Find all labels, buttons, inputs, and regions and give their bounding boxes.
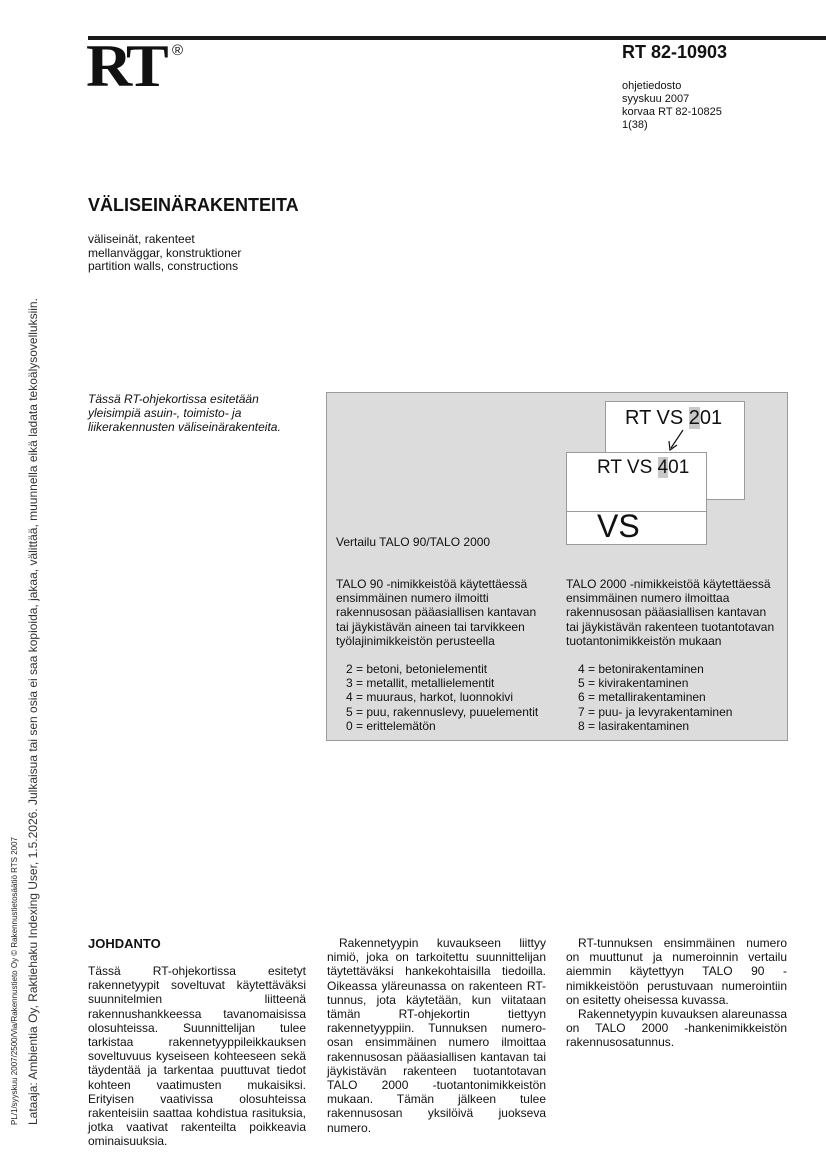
talo2000-description: TALO 2000 -nimikkeistöä käytettäessä ensimmäinen numero ilmoittaa rakennusosan pääasiallisen kantavan tai jäykistävän rakenteen tuotantotavan tuotantonimikkeistön mukaan [566,577,775,648]
list-item: 5 = kivirakentaminen [578,676,689,691]
comparison-caption: Vertailu TALO 90/TALO 2000 [336,535,491,549]
keyword-sv: mellanväggar, konstruktioner [88,245,242,260]
code-prefix: RT VS [597,457,658,478]
rt-logo: RT [86,31,165,100]
list-item: 3 = metallit, metallielementit [346,676,495,691]
vs-label: VS [597,508,640,544]
list-item: 6 = metallirakentaminen [578,690,706,705]
paragraph: Tässä RT-ohjekortissa esitetyt rakennetyypit soveltuvat käytettäväksi suunnitelmien liitteenä rakennushankkeessa tavanomaisissa olosuhteissa. Suunnittelijan tulee tarkistaa rakennetyyppileikkauksen soveltuvuus kyseiseen kohteeseen sekä täydentää ja tarkentaa puuttuvat tiedot kohteen vaatimusten mukaisiksi. Erityisen vaativissa olosuhteissa rakenteisiin saattaa kohdistua rasituksia, jotka vaativat rakenteilta poikkeavia ominaisuuksia. [88,964,306,1149]
document-number: RT 82-10903 [622,42,728,62]
paragraph: Rakennetyypin kuvauksen alareunassa on TALO 2000 -hankenimikkeistön rakennusosatunnus. [566,1007,787,1050]
side-print-info: PL/1/syyskuu 2007/2500/Via/Rakennustieto Oy © Rakennustietosäätiö RTS 2007 [10,837,19,1125]
document-meta [622,80,722,132]
rt-code-201 [625,407,722,430]
meta-pages: 1(38) [622,119,648,131]
registered-mark: ® [172,42,184,59]
list-item: 5 = puu, rakennuslevy, puuelementit [346,704,539,719]
paragraph: RT-tunnuksen ensimmäinen numero on muuttunut ja numeroinnin vertailu aiemmin käytettyyn TALO 90 -nimikkeistöön perustuvaan numerointiin on esitetty oheisessa kuvassa. [566,936,787,1007]
list-item: 8 = lasirakentaminen [578,718,690,733]
section-heading: JOHDANTO [88,936,161,951]
talo2000-list [578,662,732,733]
list-item: 2 = betoni, betonielementit [346,662,488,676]
paragraph: Rakennetyypin kuvaukseen liittyy nimiö, joka on tarkoitettu suunnittelijan täytettäväksi hankekohtaisilla tiedoilla. Oikeassa yläreunassa on rakenteen RT-tunnus, jota käytetään, kun viitataan tämän RT-ohjekortin tiettyyn rakennetyyppiin. Tunnuksen numero-osan ensimmäinen numero ilmoittaa rakennusosan pääasiallisen kantavan tai jäykistävän rakenteen tuotantotavan TALO 2000 -tuotantonimikkeistön mukaan. Tämän jälkeen tulee rakennusosan yksilöivä juokseva numero. [327,936,546,1135]
code-suffix: 01 [699,407,723,429]
code-prefix: RT VS [625,407,689,429]
code-suffix: 01 [668,457,690,478]
list-item: 4 = muuraus, harkot, luonnokivi [346,690,514,705]
keyword-en: partition walls, constructions [88,259,239,273]
rt-code-401 [597,457,689,479]
page-title: VÄLISEINÄRAKENTEITA [88,195,299,215]
body-column-2 [327,936,546,1135]
body-column-1 [88,964,306,1149]
code-highlight: 4 [657,457,669,478]
body-column-3 [566,936,787,1050]
meta-replaces: korvaa RT 82-10825 [622,106,722,118]
meta-type: ohjetiedosto [622,80,682,92]
talo90-description: TALO 90 -nimikkeistöä käytettäessä ensimmäinen numero ilmoitti rakennusosan pääasiallisen kantavan tai jäykistävän aineen tai tarvikkeen työlajinimikkeistön perusteella [336,577,537,648]
side-download-notice: Lataaja: Ambientia Oy, Raktiehaku Indexing User, 1.5.2026. Julkaisua tai sen osia ei saa kopioida, jakaa, välittää, muunnella eikä ladata tekoälysovelluksiin. [26,298,40,1125]
list-item: 7 = puu- ja levyrakentaminen [578,704,733,719]
list-item: 0 = erittelemätön [346,718,436,733]
keywords [88,233,241,274]
code-highlight: 2 [688,407,700,429]
intro-text: Tässä RT-ohjekortissa esitetään yleisimpiä asuin-, toimisto- ja liikerakennusten väliseinärakenteita. [88,392,281,434]
keyword-fi: väliseinät, rakenteet [88,232,195,246]
arrow-icon [665,428,689,454]
meta-date: syyskuu 2007 [622,93,690,105]
list-item: 4 = betonirakentaminen [578,662,704,676]
talo90-list [346,662,538,733]
top-rule [88,36,826,40]
